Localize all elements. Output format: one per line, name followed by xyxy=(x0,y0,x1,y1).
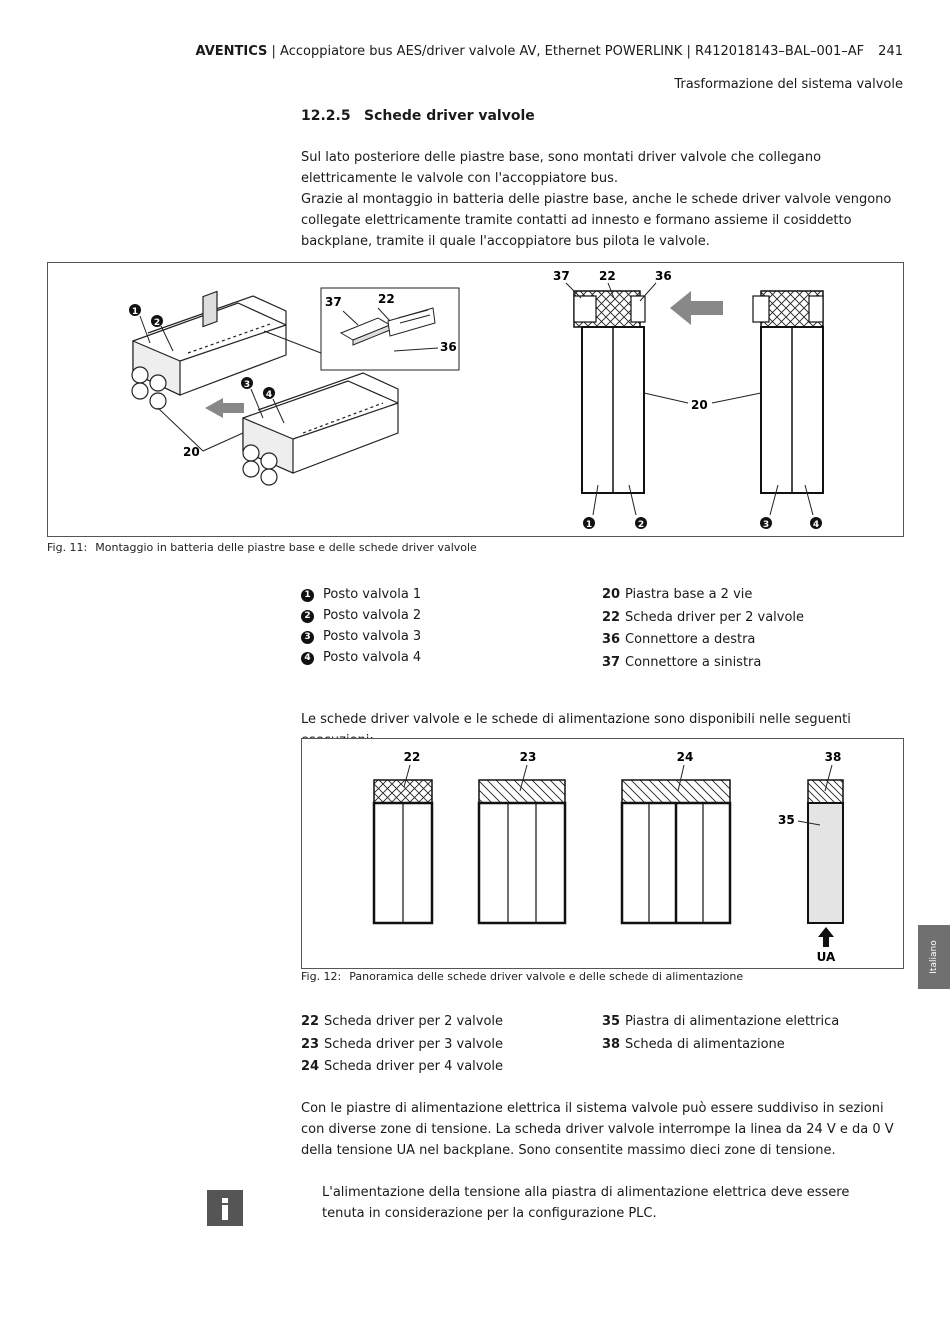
callout-4-lower: 4 xyxy=(265,390,273,400)
figure-12 xyxy=(301,738,904,969)
callout-1-upper: 1 xyxy=(131,307,139,317)
legend-callout: 2 xyxy=(301,610,314,623)
legend-key: 23 xyxy=(301,1036,320,1052)
legend-key: 36 xyxy=(602,632,621,647)
figure-11-number: Fig. 11: xyxy=(47,541,88,554)
legend-text: Posto valvola 3 xyxy=(323,629,422,644)
figure-12-drawing xyxy=(302,739,903,968)
inset-label-37: 37 xyxy=(325,295,342,309)
schematic-callout-1: 1 xyxy=(585,520,593,530)
legend-item xyxy=(602,584,804,607)
intro-text xyxy=(301,147,907,252)
legend-text: Posto valvola 1 xyxy=(323,587,422,602)
figure-12-number: Fig. 12: xyxy=(301,970,342,983)
legend-text: Scheda driver per 3 valvole xyxy=(324,1036,504,1052)
language-tab xyxy=(918,925,950,989)
legend-key: 35 xyxy=(602,1014,621,1029)
legend-1-left xyxy=(301,584,421,668)
mount-direction-arrow-left xyxy=(205,398,244,418)
legend-key: 22 xyxy=(602,609,621,625)
legend-callout: 1 xyxy=(301,589,314,602)
legend-text: Piastra di alimentazione elettrica xyxy=(625,1014,840,1029)
label-ua: UA xyxy=(816,950,836,964)
schematic-base-plate-right xyxy=(753,291,823,493)
legend-item xyxy=(301,1056,503,1079)
legend-text: Posto valvola 2 xyxy=(323,608,422,623)
mount-direction-arrow-right xyxy=(670,291,723,325)
legend-item xyxy=(602,1034,839,1057)
callout-2-upper: 2 xyxy=(153,318,161,328)
legend-item xyxy=(602,629,804,652)
schematic-callout-3: 3 xyxy=(762,520,770,530)
driver-board-2-valves xyxy=(374,780,432,923)
schematic-callout-2: 2 xyxy=(637,520,645,530)
inset-label-22: 22 xyxy=(378,292,395,306)
language-tab-label: Italiano xyxy=(929,940,939,974)
intro-paragraph-2: Grazie al montaggio in batteria delle piastre base, anche le schede driver valvole vengono collegate elettricamente tramite contatti ad innesto e formano assieme il cosiddetto backplane, tramite il quale l'accoppiatore bus pilota le valvole. xyxy=(301,192,892,249)
versions-intro: Le schede driver valvole e le schede di alimentazione sono disponibili nelle seguenti xyxy=(301,712,851,727)
legend-text: Piastra base a 2 vie xyxy=(625,587,753,602)
legend-text: Connettore a destra xyxy=(625,632,756,647)
legend-text: Posto valvola 4 xyxy=(323,650,422,665)
schematic-label-36: 36 xyxy=(655,269,672,283)
section-heading xyxy=(301,108,535,124)
inset-label-36: 36 xyxy=(440,340,457,354)
legend-text: Scheda di alimentazione xyxy=(625,1036,785,1052)
legend-item xyxy=(602,652,804,675)
legend-key: 37 xyxy=(602,654,621,670)
document-title: | Accoppiatore bus AES/driver valvole AV, Ethernet POWERLINK | R412018143–BAL–001–AF xyxy=(267,44,865,59)
legend-item xyxy=(301,1011,503,1034)
schematic-label-22: 22 xyxy=(599,269,616,283)
label-22: 22 xyxy=(403,750,421,764)
section-number: 12.2.5 xyxy=(301,108,351,124)
label-23: 23 xyxy=(519,750,537,764)
legend-item xyxy=(301,647,421,668)
schematic-label-37: 37 xyxy=(553,269,570,283)
schematic-base-plate-left xyxy=(574,291,645,493)
legend-callout: 3 xyxy=(301,631,314,644)
voltage-zones-text: Con le piastre di alimentazione elettrica il sistema valvole può essere suddiviso in sezioni con diverse zone di tensione. La scheda driver valvole interrompe la linea da 24 V e da 0 V della tensione UA nel backplane. Sono consentite massimo dieci zone di tensione. xyxy=(301,1101,894,1158)
page-number: 241 xyxy=(878,44,903,59)
legend-text: Connettore a sinistra xyxy=(625,654,762,670)
legend-2-left xyxy=(301,1011,503,1079)
note-text: L'alimentazione della tensione alla piastra di alimentazione elettrica deve essere tenuta in considerazione per la configurazione PLC. xyxy=(322,1185,850,1221)
ua-arrow-icon xyxy=(818,927,834,947)
legend-item xyxy=(602,1011,839,1034)
isometric-base-plate-upper xyxy=(132,291,286,409)
schematic-label-20: 20 xyxy=(691,398,708,412)
info-icon xyxy=(207,1190,243,1226)
driver-board-4-valves xyxy=(622,780,730,923)
chapter-subtitle: Trasformazione del sistema valvole xyxy=(674,77,903,92)
legend-key: 20 xyxy=(602,587,621,602)
label-38: 38 xyxy=(824,750,842,764)
figure-11-caption xyxy=(47,541,477,554)
legend-item xyxy=(301,605,421,626)
legend-text: Scheda driver per 2 valvole xyxy=(625,609,805,625)
legend-callout: 4 xyxy=(301,652,314,665)
figure-12-caption xyxy=(301,970,743,983)
intro-paragraph-1: Sul lato posteriore delle piastre base, sono montati driver valvole che collegano elettricamente le valvole con l'accoppiatore bus. xyxy=(301,150,822,186)
legend-item xyxy=(301,584,421,605)
power-supply-board xyxy=(808,780,843,923)
legend-item xyxy=(602,607,804,630)
label-20-left: 20 xyxy=(183,445,200,459)
legend-key: 38 xyxy=(602,1036,621,1052)
section-title: Schede driver valvole xyxy=(364,108,535,124)
driver-board-3-valves xyxy=(479,780,565,923)
legend-item xyxy=(301,1034,503,1057)
label-24: 24 xyxy=(676,750,694,764)
legend-1-right xyxy=(602,584,804,674)
legend-text: Scheda driver per 4 valvole xyxy=(324,1059,504,1074)
figure-11-caption-text: Montaggio in batteria delle piastre base e delle schede driver valvole xyxy=(95,541,477,554)
figure-11 xyxy=(47,262,904,537)
figure-11-drawing xyxy=(48,263,903,536)
legend-key: 24 xyxy=(301,1059,320,1074)
figure-12-caption-text: Panoramica delle schede driver valvole e delle schede di alimentazione xyxy=(349,970,744,983)
legend-item xyxy=(301,626,421,647)
running-header xyxy=(196,44,903,59)
legend-key: 22 xyxy=(301,1014,320,1029)
callout-3-lower: 3 xyxy=(243,380,251,390)
label-35: 35 xyxy=(778,813,795,827)
legend-2-right xyxy=(602,1011,839,1056)
brand-name: AVENTICS xyxy=(195,44,268,59)
legend-text: Scheda driver per 2 valvole xyxy=(324,1014,504,1029)
schematic-callout-4: 4 xyxy=(812,520,820,530)
